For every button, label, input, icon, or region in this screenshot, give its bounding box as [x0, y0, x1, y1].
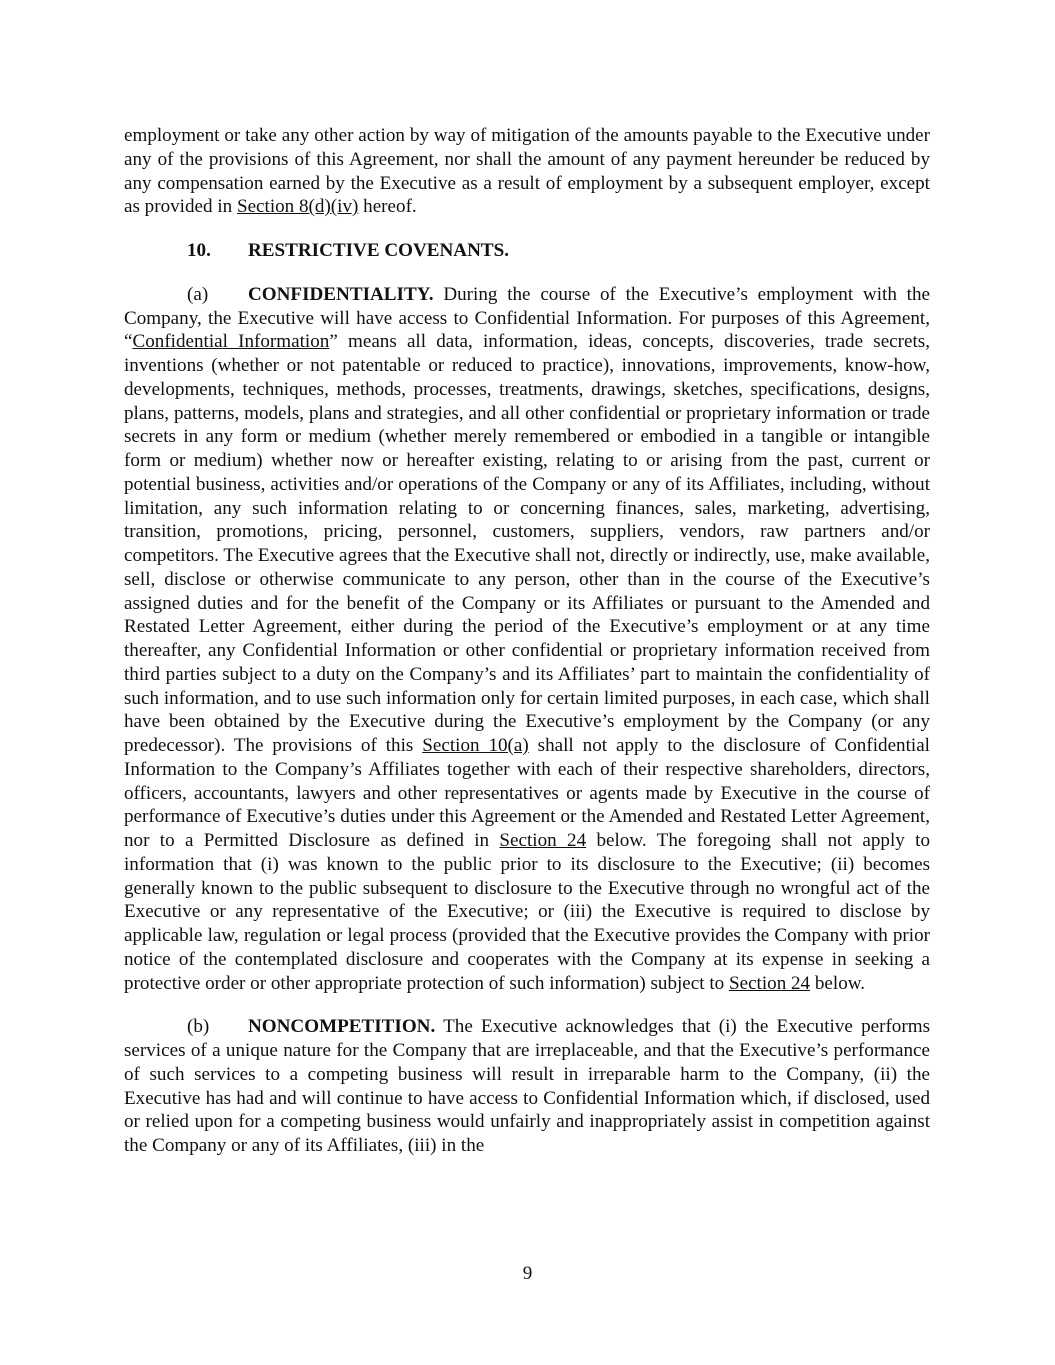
- text: below. The foregoing shall not apply to information that (i) was known to the public prior to its disclosure to the Executive; (ii) becomes generally known to the public subsequent to disclosure to the Executive through no wrongful act of the Executive or any representative of the Executive; or (iii) the Executive is required to disclose by applicable law, regulation or legal process (provided that the Executive provides the Company with prior notice of the contemplated disclosure and cooperates with the Company at its expense in seeking a protective order or other appropriate protection of such information) subject to: [124, 830, 930, 994]
- section-title: RESTRICTIVE COVENANTS.: [248, 240, 510, 261]
- text: below.: [810, 972, 866, 994]
- text: The Executive acknowledges that (i) the Executive performs services of a unique nature for the Company that are irreplaceable, and that the Executive’s performance of such services to a competing business will result in irreparable harm to the Company, (ii) the Executive has had and will continue to have access to Confidential Information which, if disclosed, used or relied upon for a competing business would unfairly and inappropriately assist in competition against the Company or any of its Affiliates, (iii) in the: [124, 1016, 930, 1156]
- paragraph-mitigation: [124, 124, 930, 219]
- text: shall not apply to the disclosure of Confidential Information to the Company’s Affiliates together with each of their respective shareholders, directors, officers, accountants, lawyers and other representatives or agents made by Executive in the course of performance of Executive’s duties under this Agreement or the Amended and Restated Letter Agreement, nor to a Permitted Disclosure as defined in: [124, 735, 930, 851]
- text: ” means all data, information, ideas, concepts, discoveries, trade secrets, inventions (whether or not patentable or reduced to practice), innovations, improvements, know-how, developments, techniques, methods, processes, treatments, drawings, sketches, specifications, designs, plans, patterns, models, plans and strategies, and all other confidential or proprietary information or trade secrets in any form or medium (whether merely remembered or embodied in a tangible or intangible form or medium) whether now or hereafter existing, relating to or arising from the past, current or potential business, activities and/or operations of the Company or any of its Affiliates, including, without limitation, any such information relating to or concerning finances, sales, marketing, advertising, transition, promotions, pricing, personnel, customers, suppliers, vendors, raw partners and/or competitors. The Executive agrees that the Executive shall not, directly or indirectly, use, make available, sell, disclose or otherwise communicate to any person, other than in the course of the Executive’s assigned duties and for the benefit of the Company or its Affiliates or pursuant to the Amended and Restated Letter Agreement, either during the period of the Executive’s employment or at any time thereafter, any Confidential Information or other confidential or proprietary information received from third parties subject to a duty on the Company’s and its Affiliates’ part to maintain the confidentiality of such information, and to use such information only for certain limited purposes, in each case, which shall have been obtained by the Executive during the Executive’s employment by the Company (or any predecessor). The provisions of this: [124, 331, 930, 756]
- section-reference-link: Section 10(a): [422, 735, 529, 756]
- section-reference-link: Section 24: [499, 830, 587, 851]
- text: During the course of the Executive’s employment with the Company, the Executive will have access to Confidential Information. For purposes of this Agreement, “: [124, 283, 930, 353]
- section-reference-link: Section 24: [728, 972, 811, 994]
- paragraph-noncompetition: [124, 1015, 930, 1158]
- defined-term: Confidential Information: [132, 331, 330, 353]
- section-heading: [124, 239, 930, 263]
- text: hereof.: [358, 196, 417, 218]
- text: employment or take any other action by way of mitigation of the amounts payable to the Executive under any of the provisions of this Agreement, nor shall the amount of any payment hereunder be reduced by any compensation earned by the Executive as a result of employment by a subsequent employer, except as provided in: [124, 125, 930, 218]
- subsection-label: (a): [187, 283, 209, 305]
- paragraph-confidentiality: [124, 283, 930, 996]
- section-reference-link: Section 8(d)(iv): [236, 196, 359, 218]
- subsection-title: CONFIDENTIALITY.: [248, 283, 434, 305]
- subsection-title: NONCOMPETITION.: [248, 1016, 436, 1038]
- document-page: [124, 124, 930, 1158]
- subsection-label: (b): [187, 1016, 210, 1038]
- section-number: 10.: [187, 240, 211, 261]
- page-number: 9: [522, 1263, 533, 1284]
